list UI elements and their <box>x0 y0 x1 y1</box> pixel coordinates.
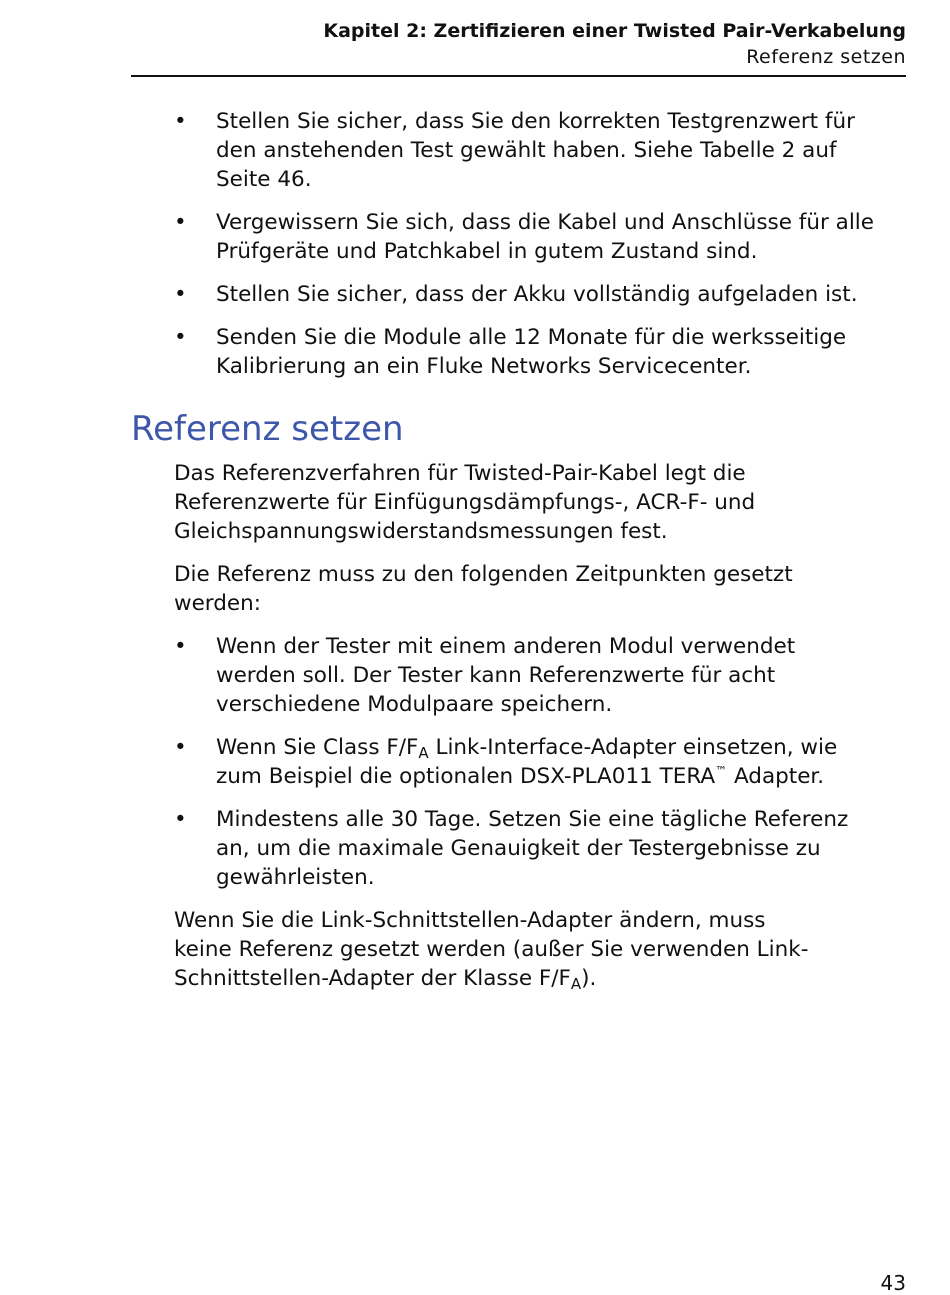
section-heading: Referenz setzen <box>131 409 404 449</box>
list-item-text: Wenn der Tester mit einem anderen Modul verwendet werden soll. Der Tester kann Referenzwerte für acht verschiedene Modulpaare speichern. <box>216 634 796 717</box>
bullet-icon: • <box>174 735 187 760</box>
section-running-head: Referenz setzen <box>746 46 906 68</box>
trademark-symbol: ™ <box>715 764 728 778</box>
list-item <box>0 733 950 791</box>
list-item <box>0 805 950 892</box>
list-item <box>0 632 950 719</box>
bullet-icon: • <box>174 325 187 350</box>
list-item <box>0 323 950 381</box>
checklist-bullets <box>0 107 950 381</box>
page-content <box>0 107 950 1007</box>
paragraph-when: Die Referenz muss zu den folgenden Zeitpunkten gesetzt werden: <box>174 562 793 616</box>
page-number: 43 <box>880 1271 906 1295</box>
bullet-icon: • <box>174 634 187 659</box>
text-segment: Adapter. <box>727 764 825 789</box>
bullet-icon: • <box>174 807 187 832</box>
chapter-title: Kapitel 2: Zertifizieren einer Twisted Pair-Verkabelung <box>323 20 906 42</box>
list-item <box>0 208 950 266</box>
list-item <box>0 107 950 194</box>
list-item-text: Stellen Sie sicher, dass der Akku vollständig aufgeladen ist. <box>216 282 858 307</box>
list-item-text: Senden Sie die Module alle 12 Monate für die werksseitige Kalibrierung an ein Fluke Networks Servicecenter. <box>216 325 847 379</box>
text-segment: ). <box>581 966 597 991</box>
paragraph-note <box>174 906 824 993</box>
reference-bullets <box>0 632 950 892</box>
text-segment: Wenn Sie Class F/F <box>216 735 419 760</box>
text-segment: Wenn Sie die Link-Schnittstellen-Adapter ändern, muss keine Referenz gesetzt werden (außer Sie verwenden Link-Schnittstellen-Adapter der Klasse F/F <box>174 908 809 991</box>
paragraph-intro: Das Referenzverfahren für Twisted-Pair-Kabel legt die Referenzwerte für Einfügungsdämpfungs-, ACR-F- und Gleichspannungswiderstandsmessungen fest. <box>174 461 756 544</box>
bullet-icon: • <box>174 109 187 134</box>
text-segment: Link-Interface-Adapter einsetzen, wie zum Beispiel die optionalen DSX-PLA011 TERA <box>216 735 838 789</box>
subscript: A <box>418 744 429 762</box>
list-item-text: Vergewissern Sie sich, dass die Kabel und Anschlüsse für alle Prüfgeräte und Patchkabel in gutem Zustand sind. <box>216 210 875 264</box>
page-header <box>131 18 906 77</box>
list-item <box>0 280 950 309</box>
list-item-text: Stellen Sie sicher, dass Sie den korrekten Testgrenzwert für den anstehenden Test gewählt haben. Siehe Tabelle 2 auf Seite 46. <box>216 109 855 192</box>
bullet-icon: • <box>174 210 187 235</box>
bullet-icon: • <box>174 282 187 307</box>
list-item-text <box>216 735 837 789</box>
subscript: A <box>570 975 582 993</box>
list-item-text: Mindestens alle 30 Tage. Setzen Sie eine tägliche Referenz an, um die maximale Genauigkeit der Testergebnisse zu gewährleisten. <box>216 807 849 890</box>
